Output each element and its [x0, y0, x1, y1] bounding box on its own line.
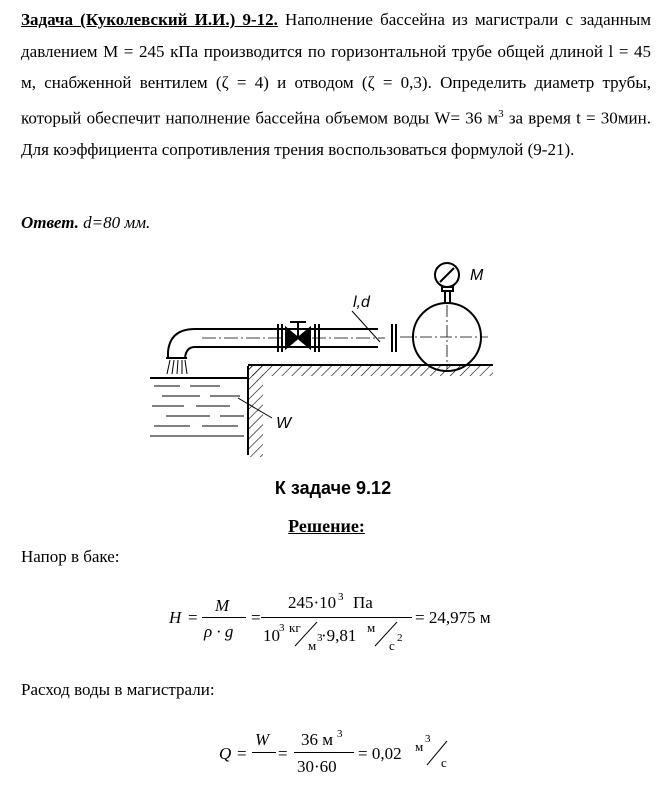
answer	[21, 213, 150, 233]
f2-unit-bot: с	[441, 755, 447, 770]
problem-text-end: за время t = 30мин. Для коэффициента сопротивления трения воспользоваться формулой (9-21).	[21, 108, 651, 159]
f2-unit-exp: 3	[425, 733, 431, 745]
f1-num-var: M	[215, 596, 230, 615]
problem-heading: Задача (Куколевский И.И.) 9-12.	[21, 10, 278, 29]
f1-num-exp: 3	[338, 591, 344, 603]
f2-slash	[423, 739, 451, 767]
f1-den-b: ·9,81	[321, 626, 357, 645]
problem-text-sup: 3	[498, 107, 504, 120]
pipe	[166, 329, 385, 358]
f2-result: = 0,02	[358, 744, 402, 763]
label-w: W	[276, 415, 292, 432]
head-label: Напор в баке:	[21, 547, 120, 566]
problem-statement	[21, 4, 651, 165]
outlet-spray	[167, 360, 187, 374]
leader-ld	[352, 311, 380, 342]
f1-den-a-exp: 3	[279, 622, 285, 634]
f1-den-b-unit-top: м	[367, 620, 376, 635]
f1-den-b-unit-exp: 2	[397, 632, 403, 644]
f1-den-a-unit-exp: 3	[317, 632, 323, 644]
f1-den-a: 10	[263, 626, 280, 645]
label-ld: l,d	[353, 294, 370, 311]
pool-filling-diagram	[140, 260, 500, 470]
f2-den-value: 30·60	[297, 757, 337, 776]
label-m: M	[470, 267, 484, 284]
f2-num-exp: 3	[337, 728, 343, 740]
pressure-tank	[400, 303, 488, 371]
f2-lhs: Q	[219, 744, 232, 763]
answer-value: d=80 мм.	[83, 213, 151, 232]
problem-text: Наполнение бассейна из магистрали с заданным давлением М = 245 кПа производится по горизонтальной трубе общей длиной l = 45 м, снабженной вентилем (ζ = 4) и отводом (ζ = 0,3). Определить диаметр трубы, который обеспечит наполнение бассейна объемом воды W= 36 м	[21, 10, 652, 128]
f1-den-a-unit-bot: м	[308, 638, 317, 653]
f1-lhs: H	[169, 608, 182, 627]
gauge-icon	[435, 263, 459, 304]
f1-num-value: 245·10	[288, 593, 337, 612]
solution-title: Решение:	[288, 516, 365, 536]
f1-den-var: ρ · g	[204, 622, 234, 641]
formula-head: H = M ρ · g = 245·10 3 Па 10 3 кг м 3 ·9,81 м с 2 = 24,975 м	[169, 591, 491, 653]
flow-label: Расход воды в магистрали:	[21, 680, 215, 699]
f2-unit-top: м	[415, 739, 424, 754]
f2-num-value: 36 м	[301, 730, 334, 749]
f1-den-a-unit-top: кг	[289, 620, 301, 635]
f2-num-var: W	[255, 730, 270, 749]
figure-caption: К задаче 9.12	[274, 478, 392, 498]
f1-den-b-unit-bot: с	[389, 638, 395, 653]
pool-water	[150, 378, 248, 436]
formula-flow: Q = W = 36 м 3 30·60 = 0,02 м 3 с	[215, 727, 515, 787]
f1-num-unit: Па	[353, 593, 373, 612]
valve	[286, 322, 310, 348]
f1-result: = 24,975 м	[415, 608, 491, 627]
answer-label: Ответ.	[21, 213, 79, 232]
